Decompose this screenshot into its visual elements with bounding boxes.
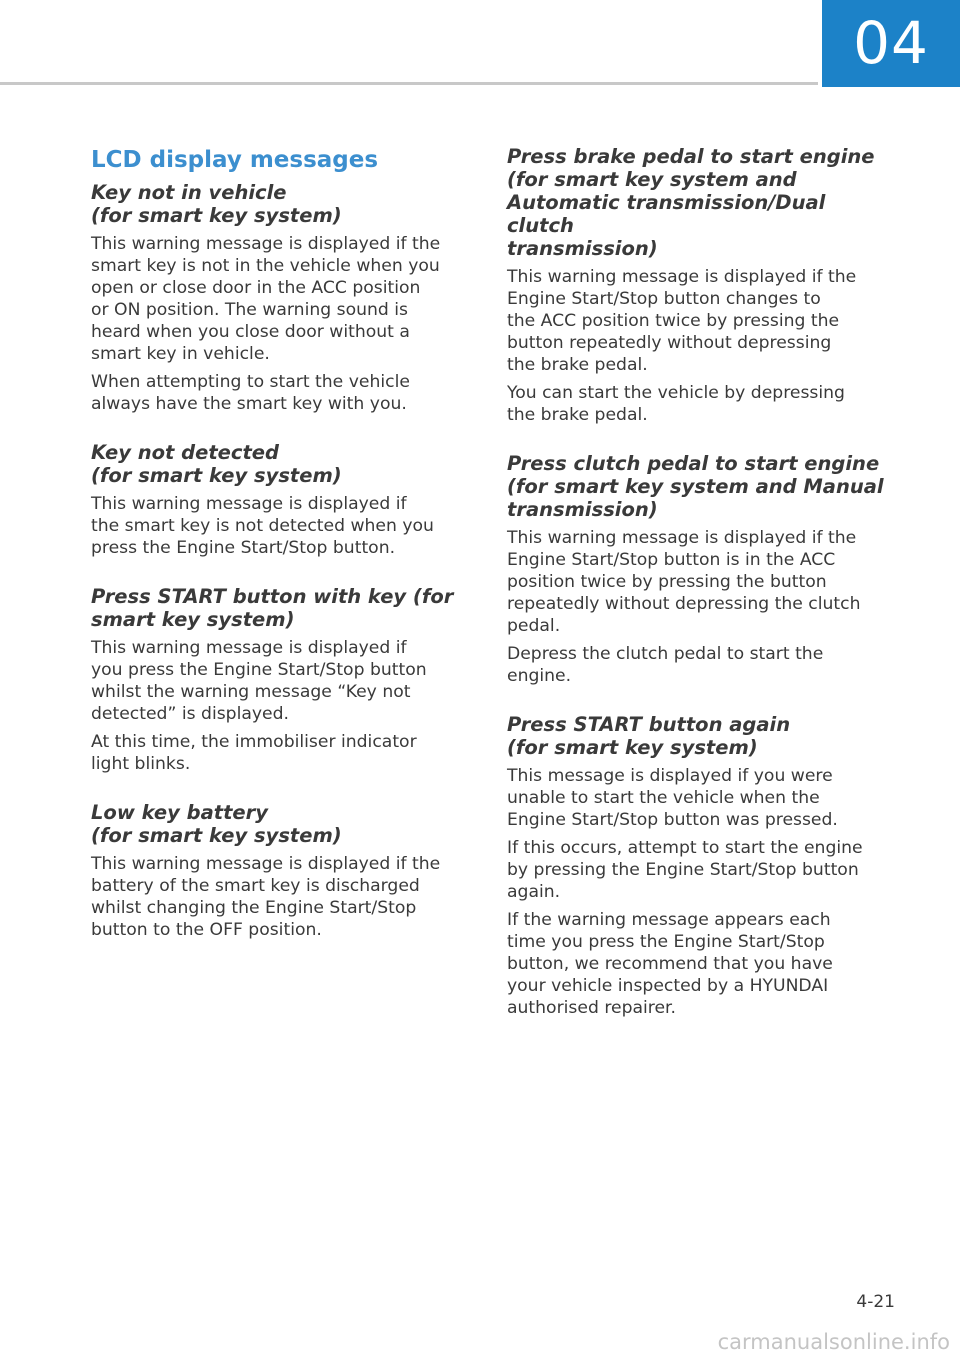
message-heading: Press START button again (for smart key system): [507, 713, 791, 759]
message-paragraph: This warning message is displayed if the Engine Start/Stop button is in the ACC position twice by pressing the button repeatedly without depressing the clutch pedal.: [507, 528, 861, 636]
message-paragraph: This warning message is displayed if the Engine Start/Stop button changes to the ACC position twice by pressing the button repeatedly without depressing the brake pedal.: [507, 267, 857, 375]
message-press-start-again: [507, 713, 887, 1019]
message-key-not-detected: [91, 441, 471, 559]
message-press-brake-pedal: [507, 145, 887, 426]
message-paragraph: If the warning message appears each time you press the Engine Start/Stop button, we recommend that you have your vehicle inspected by a HYUNDAI authorised repairer.: [507, 910, 833, 1018]
page-number: 4-21: [856, 1292, 895, 1312]
message-heading: Press brake pedal to start engine (for smart key system and Automatic transmission/Dual clutch transmission): [507, 145, 875, 260]
message-heading: Press START button with key (for smart key system): [91, 585, 454, 631]
message-key-not-in-vehicle: [91, 181, 471, 415]
left-column: [91, 145, 471, 967]
message-heading: Key not in vehicle (for smart key system): [91, 181, 342, 227]
message-low-key-battery: [91, 801, 471, 941]
message-heading: Low key battery (for smart key system): [91, 801, 342, 847]
message-paragraph: This message is displayed if you were unable to start the vehicle when the Engine Start/Stop button was pressed.: [507, 766, 838, 830]
message-paragraph: You can start the vehicle by depressing the brake pedal.: [507, 383, 845, 425]
message-press-clutch-pedal: [507, 452, 887, 687]
message-heading: Press clutch pedal to start engine (for smart key system and Manual transmission): [507, 452, 884, 521]
right-column: [507, 145, 887, 1045]
message-paragraph: When attempting to start the vehicle always have the smart key with you.: [91, 372, 410, 414]
message-paragraph: At this time, the immobiliser indicator light blinks.: [91, 732, 417, 774]
watermark: carmanualsonline.info: [717, 1330, 950, 1354]
message-press-start-with-key: [91, 585, 471, 775]
header-rule: [0, 82, 818, 85]
message-paragraph: Depress the clutch pedal to start the engine.: [507, 644, 824, 686]
message-paragraph: This warning message is displayed if the smart key is not in the vehicle when you open or close door in the ACC position or ON position. The warning sound is heard when you close door without a smart key in vehicle.: [91, 234, 441, 364]
message-paragraph: This warning message is displayed if you press the Engine Start/Stop button whilst the warning message “Key not detected” is displayed.: [91, 638, 427, 724]
message-paragraph: This warning message is displayed if the smart key is not detected when you press the Engine Start/Stop button.: [91, 494, 434, 558]
section-title: LCD display messages: [91, 147, 379, 173]
message-paragraph: This warning message is displayed if the battery of the smart key is discharged whilst changing the Engine Start/Stop button to the OFF position.: [91, 854, 441, 940]
message-heading: Key not detected (for smart key system): [91, 441, 342, 487]
chapter-tab: 04: [822, 0, 960, 87]
message-paragraph: If this occurs, attempt to start the engine by pressing the Engine Start/Stop button again.: [507, 838, 863, 902]
